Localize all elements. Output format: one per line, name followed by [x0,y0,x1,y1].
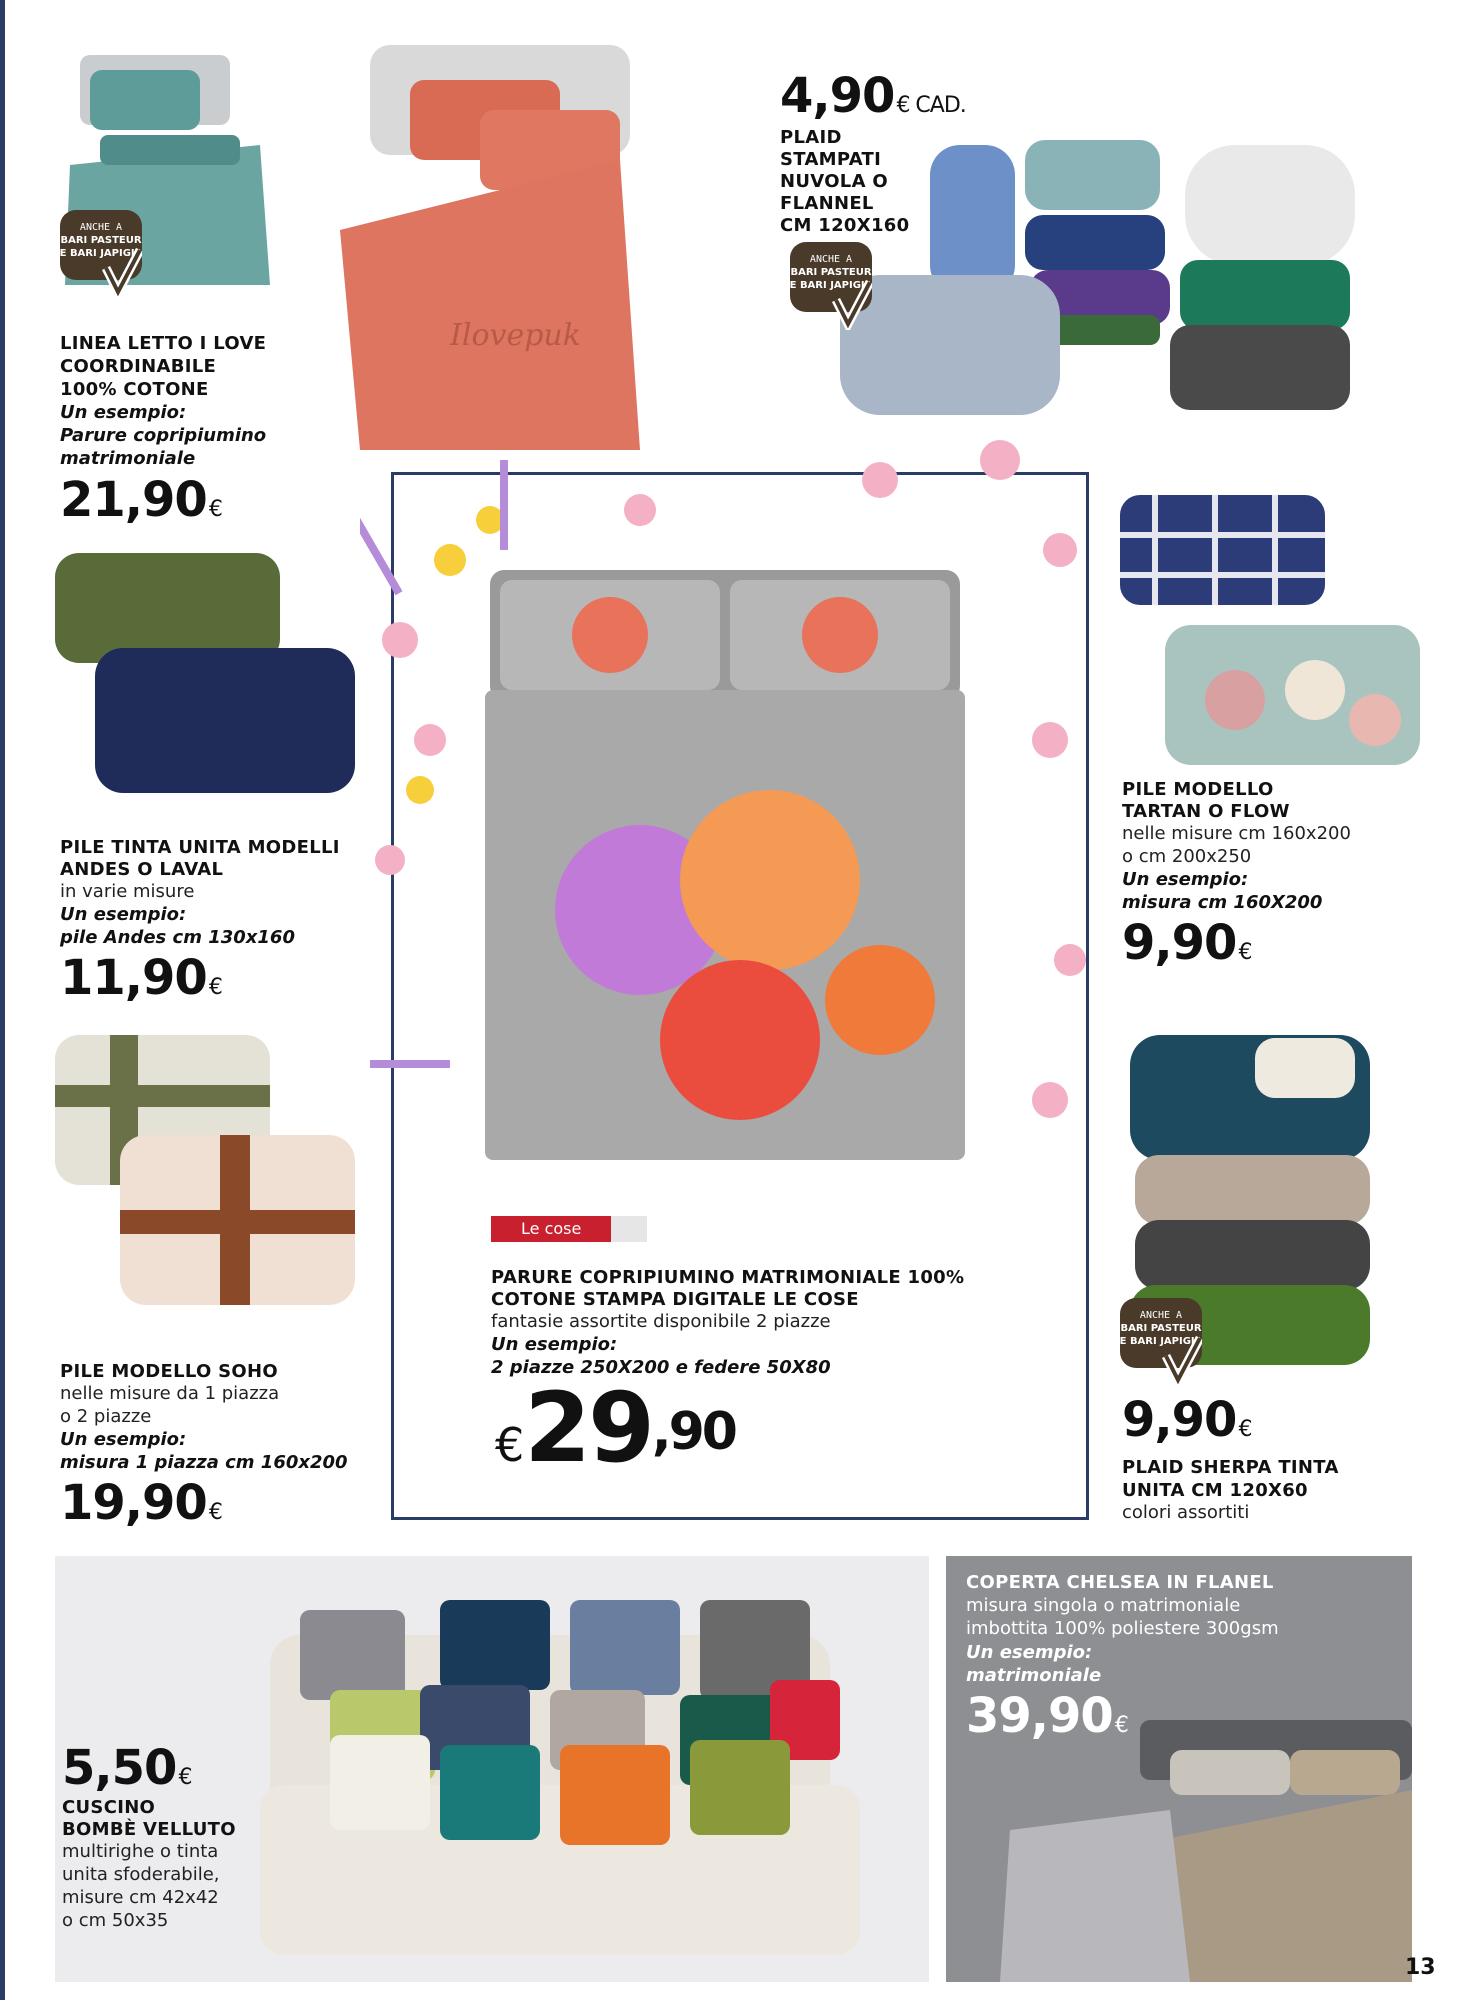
badge-line3: E BARI JAPIGIA [60,248,142,259]
pile-tartan-image [1115,490,1425,770]
ilove-title-line2: COORDINABILE [60,356,217,377]
featured-example-label: Un esempio: [491,1334,618,1355]
badge-line3: E BARI JAPIGIA [1120,1336,1202,1347]
ilove-example-line1: Parure copripiumino [60,425,267,446]
badge-line1: ANCHE A [809,254,853,265]
cuscino-price-value: 5,50 [62,1740,177,1796]
cuscino-desc-l3: misure cm 42x42 [62,1887,219,1908]
badge-line2: BARI PASTEUR [60,235,142,246]
availability-badge [60,210,142,298]
plaid-sherpa-price-currency: € [1238,1417,1252,1442]
pile-soho-price [60,1477,222,1539]
pile-tartan-price-currency: € [1238,940,1252,965]
pile-soho-price-value: 19,90 [60,1475,207,1531]
ilove-price-value: 21,90 [60,472,207,528]
ilove-price [60,474,222,536]
plaid-stampati-price-suffix: € CAD. [896,93,966,118]
plaid-sherpa-price [1122,1394,1251,1456]
pile-tartan-example-label: Un esempio: [1122,869,1249,890]
page-edge-bar [0,0,5,2000]
duvet-script-text: Ilovepuk [450,318,581,353]
featured-title-l2: COTONE STAMPA DIGITALE LE COSE [491,1289,859,1310]
plaid-stampati-price [780,70,966,132]
availability-badge-plaid [790,242,872,330]
plaid-sherpa-title-l1: PLAID SHERPA TINTA [1122,1457,1339,1478]
featured-price-currency: € [495,1418,525,1472]
plaid-stampati-price-value: 4,90 [780,68,895,124]
pile-tinta-price [60,952,222,1014]
badge-line3: E BARI JAPIGIA [790,280,872,291]
plaid-sherpa-price-value: 9,90 [1122,1392,1237,1448]
chelsea-desc-l1: misura singola o matrimoniale [966,1595,1241,1616]
featured-price-int: 29 [524,1372,652,1484]
pile-tinta-example: pile Andes cm 130x160 [60,927,295,948]
pile-tartan-desc-l2: o cm 200x250 [1122,846,1252,867]
cuscino-desc-l1: multirighe o tinta [62,1841,219,1862]
pile-tartan-price-value: 9,90 [1122,915,1237,971]
chelsea-example-label: Un esempio: [966,1642,1093,1663]
cuscino-desc-l4: o cm 50x35 [62,1910,169,1931]
plaid-stampati-title-l4: FLANNEL [780,193,874,214]
page-number: 13 [1405,1955,1436,1980]
pile-andes-image [55,548,365,798]
ilove-example-label: Un esempio: [60,402,187,423]
plaid-sherpa-desc: colori assortiti [1122,1502,1250,1523]
pile-tinta-title-l2: ANDES O LAVAL [60,859,224,880]
pile-tinta-price-currency: € [208,975,222,1000]
featured-title-l1: PARURE COPRIPIUMINO MATRIMONIALE 100% [491,1267,965,1288]
sofa-image [260,1585,860,1980]
brand-label: Le cose [491,1216,611,1242]
pile-tartan-title-l1: PILE MODELLO [1122,779,1274,800]
badge-line2: BARI PASTEUR [1120,1323,1202,1334]
featured-price [495,1372,735,1493]
chelsea-example: matrimoniale [966,1665,1102,1686]
plaid-stampati-title-l5: CM 120X160 [780,215,910,236]
cuscino-title-l1: CUSCINO [62,1797,156,1818]
pile-tinta-desc: in varie misure [60,881,195,902]
badge-line1: ANCHE A [79,222,123,233]
pile-tartan-title-l2: TARTAN O FLOW [1122,801,1290,822]
chelsea-bed-image [1000,1720,1412,1982]
ilove-title-line3: 100% COTONE [60,379,209,400]
plaid-stampati-title-l2: STAMPATI [780,149,882,170]
badge-line2: BARI PASTEUR [790,267,872,278]
pile-soho-title: PILE MODELLO SOHO [60,1361,278,1382]
featured-floral-image [360,440,1100,1210]
pile-soho-desc-l1: nelle misure da 1 piazza [60,1383,280,1404]
cuscino-price [62,1742,191,1804]
featured-example: 2 piazze 250X200 e federe 50X80 [491,1357,831,1378]
ilove-title-line1: LINEA LETTO I LOVE [60,333,267,354]
cuscino-title-l2: BOMBÈ VELLUTO [62,1819,236,1840]
ilove-example-line2: matrimoniale [60,448,196,469]
pile-tartan-price [1122,917,1251,979]
chelsea-desc-l2: imbottita 100% poliestere 300gsm [966,1618,1279,1639]
cuscino-desc-l2: unita sfoderabile, [62,1864,220,1885]
pile-tinta-price-value: 11,90 [60,950,207,1006]
pile-soho-example: misura 1 piazza cm 160x200 [60,1452,348,1473]
pile-soho-desc-l2: o 2 piazze [60,1406,152,1427]
pile-tartan-example: misura cm 160X200 [1122,892,1323,913]
chelsea-title: COPERTA CHELSEA IN FLANEL [966,1572,1274,1593]
chelsea-price [966,1690,1128,1752]
featured-desc: fantasie assortite disponibile 2 piazze [491,1311,831,1332]
bedding-coral-image [330,40,670,460]
chelsea-price-value: 39,90 [966,1688,1113,1744]
pile-tinta-title-l1: PILE TINTA UNITA MODELLI [60,837,340,858]
badge-line1: ANCHE A [1139,1310,1183,1321]
chelsea-price-currency: € [1114,1713,1128,1738]
cuscino-price-currency: € [178,1765,192,1790]
plaid-stampati-image [800,135,1390,425]
pile-tinta-example-label: Un esempio: [60,904,187,925]
pile-soho-price-currency: € [208,1500,222,1525]
ilove-price-currency: € [208,497,222,522]
plaid-stampati-title-l3: NUVOLA O [780,171,888,192]
pile-soho-example-label: Un esempio: [60,1429,187,1450]
availability-badge-sherpa [1120,1298,1202,1386]
plaid-stampati-title-l1: PLAID [780,127,842,148]
pile-tartan-desc-l1: nelle misure cm 160x200 [1122,823,1351,844]
brand-label-tail [611,1216,647,1242]
pile-soho-image [50,1025,360,1315]
plaid-sherpa-title-l2: UNITA CM 120X60 [1122,1480,1308,1501]
featured-price-dec: ,90 [651,1402,735,1462]
